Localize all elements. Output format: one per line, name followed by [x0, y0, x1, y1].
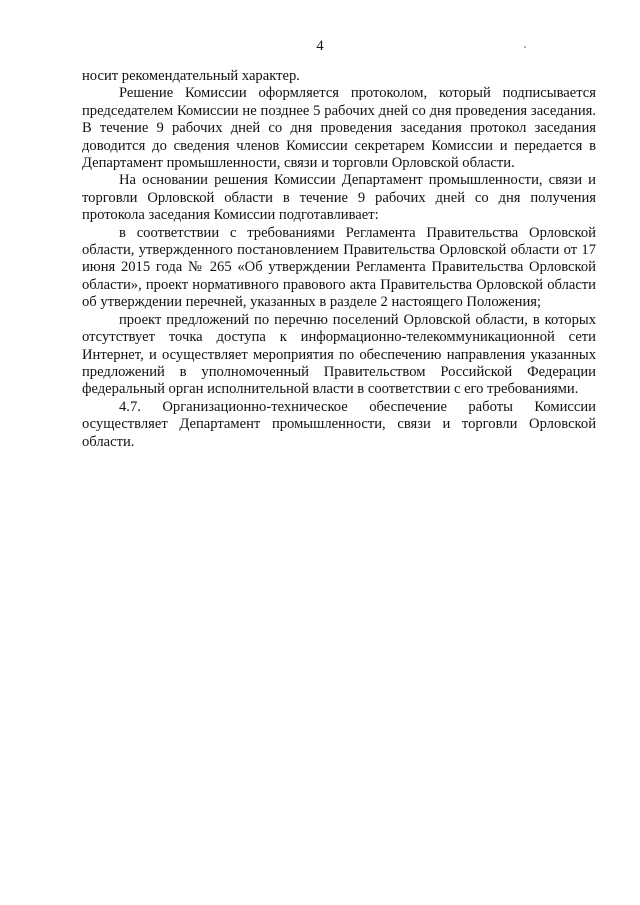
page-number: 4 — [316, 38, 324, 54]
paragraph-department-prepares: На основании решения Комиссии Департамент промышленности, связи и торговли Орловской области в течение 9 рабочих дней со дня получения протокола заседания Комиссии подготавливает: — [82, 172, 596, 224]
paragraph-continuation: носит рекомендательный характер. — [82, 68, 300, 84]
paragraph-decision-protocol: Решение Комиссии оформляется протоколом, который подписывается председателем Комиссии не позднее 5 рабочих дней со дня проведения заседания. В течение 9 рабочих дней со дня проведения заседания протокол заседания доводится до сведения членов Комиссии секретарем Комиссии и передается в Департамент промышленности, связи и торговли Орловской области. — [82, 85, 596, 172]
paragraph-section-4-7: 4.7. Организационно-техническое обеспечение работы Комиссии осуществляет Департамент промышленности, связи и торговли Орловской области. — [82, 398, 596, 450]
paragraph-draft-proposals: проект предложений по перечню поселений Орловской области, в которых отсутствует точка доступа к информационно-телекоммуникационной сети Интернет, и осуществляет мероприятия по обеспечению направления указанных предложений в уполномоченный Правительством Российской Федерации федеральный орган исполнительной власти в соответствии с его требованиями. — [82, 311, 596, 398]
document-body — [82, 68, 596, 451]
paragraph-draft-normative-act: в соответствии с требованиями Регламента Правительства Орловской области, утвержденного постановлением Правительства Орловской области от 17 июня 2015 года № 265 «Об утверждении Регламента Правительства Орловской области», проект нормативного правового акта Правительства Орловской области об утверждении перечней, указанных в разделе 2 настоящего Положения; — [82, 224, 596, 311]
scan-speck — [524, 46, 526, 48]
